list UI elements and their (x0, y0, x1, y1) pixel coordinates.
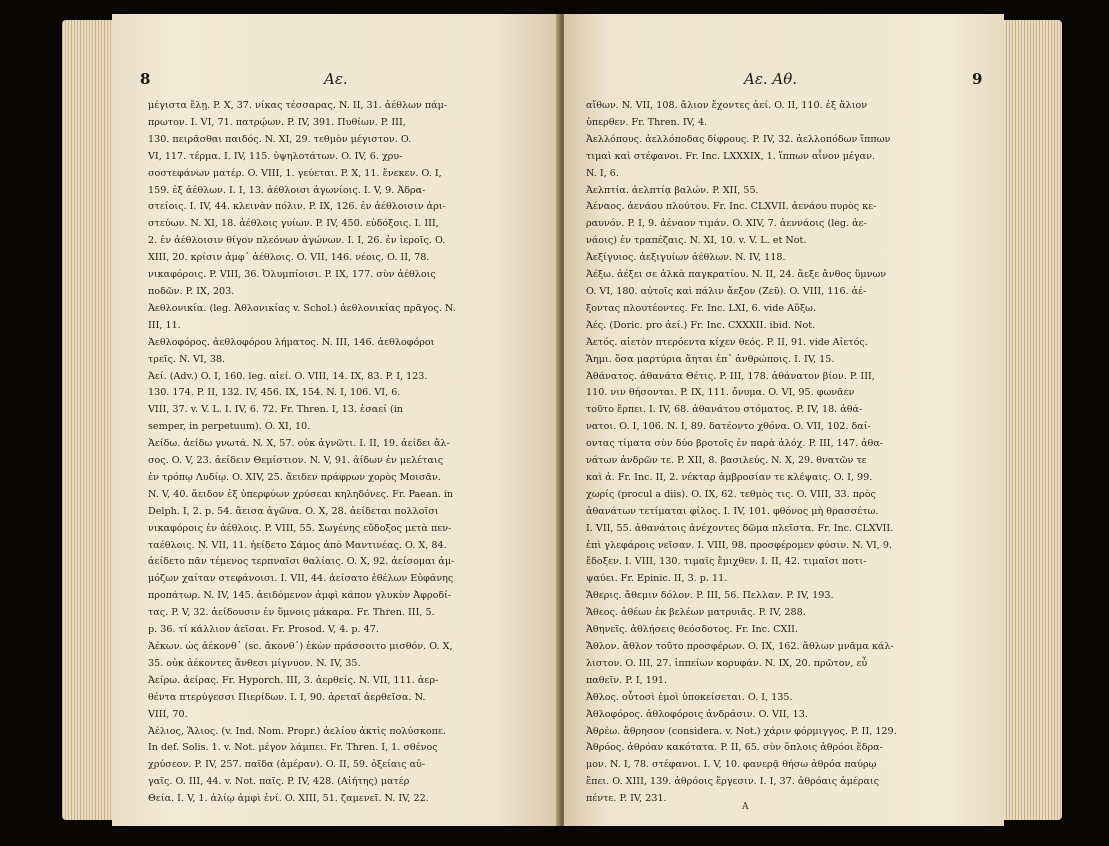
text-line: σοστεφάνων ματέρ. O. VIII, 1. γεύεται. P. X, 11. ἕνεκεν. O. I, (148, 167, 442, 179)
text-line: Ἀθλοφόρος. ἀθλοφόροις ἀνδράσιν. O. VII, 13. (586, 708, 808, 720)
text-line: Ἀεξίγυιος. ἀεξιγυίων ἀέθλων. N. IV, 118. (586, 252, 786, 264)
text-line: 110. νιν θήσονται. P. IX, 111. ὄνυμα. O. VI, 95. φωνᾶεν (586, 387, 855, 399)
text-line: στεύων. N. XI, 18. ἀέθλοις γυίων. P. IV, 450. εὐδόξοις. I. III, (148, 218, 439, 230)
text-line: ξοντας πλουτέοντες. Fr. Inc. LXI, 6. vide Αὔξω. (586, 302, 817, 314)
text-line: λιστον. O. III, 27. ἱππείων κορυφάν. N. IX, 20. πρῶτον, εὖ (586, 657, 868, 669)
text-line: VIII, 37. v. V. L. I. IV, 6. 72. Fr. Thren. I, 13. ἐσαεί (in (148, 404, 403, 416)
text-line: Ἀθηνεῖς. ἀθλήσεις θεόσδοτος. Fr. Inc. CXII. (586, 624, 798, 636)
text-line: Ἄημι. ὅσα μαρτύρια ἄηται ἐπ᾽ ἀνθρώποις. I. IV, 15. (586, 353, 835, 365)
text-line: χρύσεον. P. IV, 257. παῖδα (ἁμέραν). O. II, 59. ὀξείαις αὐ- (148, 759, 426, 771)
text-line: ἐν τρόπῳ Λυδίῳ. O. XIV, 25. ἄειδεν πράφρων χορὸς Μοισᾶν. (148, 471, 441, 483)
text-line: μόζων χαίταν στεφάνοισι. I. VII, 44. ἀείσατο ἐθέλων Εὐφάνης (148, 573, 454, 585)
text-line: τας. P. V, 32. ἀείδουσιν ἐν ὕμνοις μάκαρα. Fr. Thren. III, 5. (148, 607, 435, 619)
text-line: Ἀείρω. ἀείρας. Fr. Hyporch. III, 3. ἀερθείς. N. VII, 111. ἀερ- (148, 674, 439, 686)
left-running-head: Αε. (324, 70, 348, 88)
text-line: ἔπει. O. XIII, 139. ἀθρόοις ἔργεσιν. I. I, 37. ἀθρόαις ἁμέραις (586, 776, 880, 788)
text-line: ἀθανάτων τετίμαται φίλος. I. IV, 101. φθόνος μὴ θρασσέτω. (586, 505, 879, 517)
text-line: Ἀεθλονικία. (leg. Ἀθλονικίας v. Schol.) ἀεθλονικίας πρᾶγος. N. (148, 302, 456, 314)
text-line: Θεία. I. V, 1. ἁλίῳ ἀμφὶ ἐνί. O. XIII, 51. ζαμενεῖ. N. IV, 22. (148, 793, 429, 805)
text-line: 35. οὐκ ἀέκοντες ἄνθεσι μίγνυον. N. IV, 35. (148, 657, 361, 669)
text-line: ἔδοξεν. I. VIII, 130. τιμαῖς ἔμιχθεν. I. II, 42. τιμαῖσι ποτι- (586, 556, 867, 568)
text-line: p. 36. τί κάλλιον ἀεῖσαι. Fr. Prosod. V, 4. p. 47. (148, 624, 379, 636)
text-line: 2. ἐν ἀέθλοισιν θίγον πλεόνων ἀγώνων. I. I, 26. ἐν ἱεροῖς. O. (148, 235, 446, 247)
text-line: ποδῶν. P. IX, 203. (148, 285, 235, 297)
text-line: νάτων ἀνδρῶν τε. P. XII, 8. βασιλεύς. N. X, 29. θνατῶν τε (586, 455, 867, 467)
text-line: Ἀεθλοφόρος. ἀεθλοφόρου λήματος. N. III, 146. ἀεθλοφόροι (148, 336, 435, 348)
text-line: τιμαὶ καὶ στέφανοι. Fr. Inc. LXXXIX, 1. ἵππων αἶνον μέγαν. (586, 150, 875, 162)
text-line: ραυνόν. P. I, 9. ἀέναον τιμάν. O. XIV, 7. ἀεννάοις (leg. ἀε- (586, 218, 867, 230)
text-line: Ἀθρόος. ἀθρόαν κακότατα. P. II, 65. σὺν ὅπλοις ἀθρόοι ἕδρα- (586, 742, 883, 754)
text-line: Ἀετός. αἰετὸν πτερόεντα κίχεν θεός. P. II, 91. vide Αἰετός. (586, 336, 868, 348)
text-line: ὑπερθεν. Fr. Thren. IV, 4. (586, 116, 708, 128)
text-line: Delph. I, 2. p. 54. ἄεισα ἀγῶνα. O. X, 28. ἀείδεται πολλοῖσι (148, 505, 439, 517)
text-line: Ἀθλος. οὗτοσὶ ἐμοὶ ὑποκείσεται. O. I, 135. (586, 691, 793, 703)
text-line: προπάτωρ. N. IV, 145. ἀειδόμενον ἀμφὶ κάπον γλυκὺν Ἀφροδί- (148, 590, 452, 602)
text-line: Ἀθάνατος. ἀθανάτα Θέτις. P. III, 178. ἀθάνατον βίον. P. III, (586, 370, 875, 382)
open-book (62, 14, 1062, 826)
text-line: Ἀελλόπους. ἀελλόποδας δίφρους. P. IV, 32. ἀελλοπόδων ἵππων (586, 133, 891, 145)
text-line: Ἄθλον. ἄθλον τοῦτο προσφέρων. O. IX, 162. ἄθλων μνᾶμα κάλ- (586, 641, 894, 652)
text-line: σος. O. V, 23. ἀείδειν Θεμίστιον. N. V, 91. ἀίδων ἐν μελέταις (148, 455, 444, 467)
left-page-text (148, 98, 548, 808)
text-line: N. I, 6. (586, 167, 619, 179)
text-line: μέγιστα ἔλῃ. P. X, 37. νίκας τέσσαρας. N. II, 31. ἀέθλων πάμ- (148, 100, 448, 111)
text-line: ταέθλοις. N. VII, 11. ἠείδετο Σάμος ἀπὸ Μαντινέας. O. X, 84. (148, 539, 447, 551)
text-line: N. V, 40. ἄειδον ἐξ ὑπερφύων χρύσεαι κηληδόνες. Fr. Paean. in (148, 488, 454, 500)
left-page-number: 8 (140, 70, 151, 88)
right-page (564, 14, 1004, 826)
text-line: παθεῖν. P. I, 191. (586, 674, 668, 686)
text-line: VI, 117. τέρμα. I. IV, 115. ὑψηλοτάτων. O. IV, 6. χρυ- (148, 150, 403, 162)
text-line: γαῖς. O. III, 44. v. Not. παῖς. P. IV, 428. (Αἰήτης) ματέρ (148, 776, 410, 788)
text-line: Ἀές. (Doric. pro ἀεί.) Fr. Inc. CXXXII. ibid. Not. (586, 319, 816, 331)
text-line: O. VI, 180. αὐτοῖς καὶ πάλιν ἄεξον (Ζεῦ). O. VIII, 116. ἀέ- (586, 285, 867, 297)
text-line: καὶ ἀ. Fr. Inc. II, 2. νέκταρ ἀμβροσίαν τε κλέψαις. O. I, 99. (586, 471, 873, 483)
text-line: ἐπὶ γλεφάροις νεῖσαν. I. VIII, 98. προσφέρομεν φύσιν. N. VI, 9. (586, 539, 893, 551)
text-line: νάοις) ἐν τραπέζαις. N. XI, 10. v. V. L. et Not. (586, 235, 807, 247)
text-line: θέντα πτερύγεσσι Πιερίδων. I. I, 90. ἀρεταῖ ἀερθεῖσα. N. (148, 691, 426, 703)
text-line: ἀείδετο πᾶν τέμενος τερπναῖσι θαλίαις. O. X, 92. ἀείσομαι ἀμ- (148, 556, 455, 568)
text-line: οντας τίματα σὺν δύο βροτοῖς ἐν παρὰ ἁλόχ. P. III, 147. ἀθα- (586, 438, 884, 450)
text-line: ψαύει. Fr. Epinic. II, 3. p. 11. (586, 573, 728, 585)
right-page-number: 9 (972, 70, 983, 88)
text-line: VIII, 70. (148, 708, 188, 720)
text-line: Ἀέναος. ἀενάου πλούτου. Fr. Inc. CLXVII. ἀενάου πυρὸς κε- (586, 201, 877, 213)
text-line: τοῦτο ἕρπει. I. IV, 68. ἀθανάτου στόματος. P. IV, 18. ἀθά- (586, 404, 863, 416)
page-edges-right (1004, 20, 1062, 820)
text-line: νικαφόροις ἐν ἀέθλοις. P. VIII, 55. Σωγένης εὔδοξος μετὰ πεν- (148, 522, 452, 534)
text-line: 130. 174. P. II, 132. IV, 456. IX, 154. N. I, 106. VI, 6. (148, 387, 401, 399)
text-line: μον. N. I, 78. στέφανοι. I. V, 10. φανερᾷ θήσω ἀθρόα παύρῳ (586, 759, 877, 771)
text-line: νικαφόροις. P. VIII, 36. Ὀλυμπίοισι. P. IX, 177. σὺν ἀέθλοις (148, 269, 436, 281)
text-line: III, 11. (148, 319, 181, 331)
text-line: Ἀέξω. ἀέξει σε ἀλκὰ παγκρατίου. N. II, 24. ἄεξε ἄνθος ὕμνων (586, 269, 887, 281)
text-line: XIII, 20. κρίσιν ἀμφ᾽ ἀέθλοις. O. VII, 146. νέοις. O. II, 78. (148, 252, 430, 264)
left-page (112, 14, 560, 826)
text-line: Ἀελπτία. ἀελπτίᾳ βαλών. P. XII, 55. (586, 184, 759, 196)
text-line: στείοις. I. IV, 44. κλεινὰν πόλιν. P. IX, 126. ἐν ἀέθλοισιν ἀρι- (148, 201, 446, 213)
text-line: 130. πειρᾶσθαι παιδός. N. XI, 29. τεθμὸν μέγιστον. O. (148, 133, 412, 145)
footer-mark: A (742, 802, 749, 812)
text-line: Ἀέκων. ὡς ἀέκονθ᾽ (sc. ἄκονθ᾽) ἑκὼν πράσσοιτο μισθόν. O. X, (148, 641, 453, 652)
text-line: νατοι. O. I, 106. N. I, 89. δατέοντο χθόνα. O. VII, 102. δαί- (586, 421, 871, 433)
text-line: αἴθων. N. VII, 108. ἄλιον ἔχοντες ἀεί. O. II, 110. ἐξ ἅλιον (586, 100, 868, 111)
text-line: Ἀεί. (Adv.) O. I, 160. leg. αἰεί. O. VIII, 14. IX, 83. P. I, 123. (148, 370, 428, 382)
text-line: Ἄθερις. ἄθεμιν δόλον. P. III, 56. Πελλαν. P. IV, 193. (586, 590, 834, 602)
text-line: Ἀθρέω. ἄθρησον (considera. v. Not.) χάριν φόρμιγγος. P. II, 129. (586, 725, 897, 737)
text-line: Ἀέλιος, Ἅλιος. (v. Ind. Nom. Propr.) ἀελίου ἀκτὶς πολύσκοπε. (148, 725, 446, 737)
right-page-text (586, 98, 996, 808)
text-line: In def. Solis. 1. v. Not. μέγον λάμπει. Fr. Thren. I, 1. σθένος (148, 742, 438, 754)
text-line: Ἀείδω. ἀείδω γνωτά. N. X, 57. οὐκ ἀγνῶτι. I. II, 19. ἀείδει ἄλ- (148, 438, 450, 450)
text-line: Ἄθεος. ἀθέων ἐκ βελέων ματρυιᾶς. P. IV, 288. (586, 607, 806, 619)
text-line: semper, in perpetuum). O. XI, 10. (148, 421, 311, 433)
text-line: χωρίς (procul a diis). O. IX, 62. τεθμὸς τις. O. VIII, 33. πρὸς (586, 488, 876, 500)
text-line: 159. ἐξ ἀέθλων. I. I, 13. ἀέθλοισι ἀγωνίοις. I. V, 9. Ἀδρα- (148, 184, 426, 196)
text-line: πρωτον. I. VI, 71. πατρῴων. P. IV, 391. Πυθίων. P. III, (148, 116, 406, 128)
text-line: I. VII, 55. ἀθανάτοις ἀνέχοντες δῶμα πλεῖστα. Fr. Inc. CLXVII. (586, 522, 894, 534)
text-line: πέντε. P. IV, 231. (586, 793, 667, 805)
text-line: τρεῖς. N. VI, 38. (148, 353, 226, 365)
right-running-head: Αε. Αθ. (744, 70, 798, 88)
